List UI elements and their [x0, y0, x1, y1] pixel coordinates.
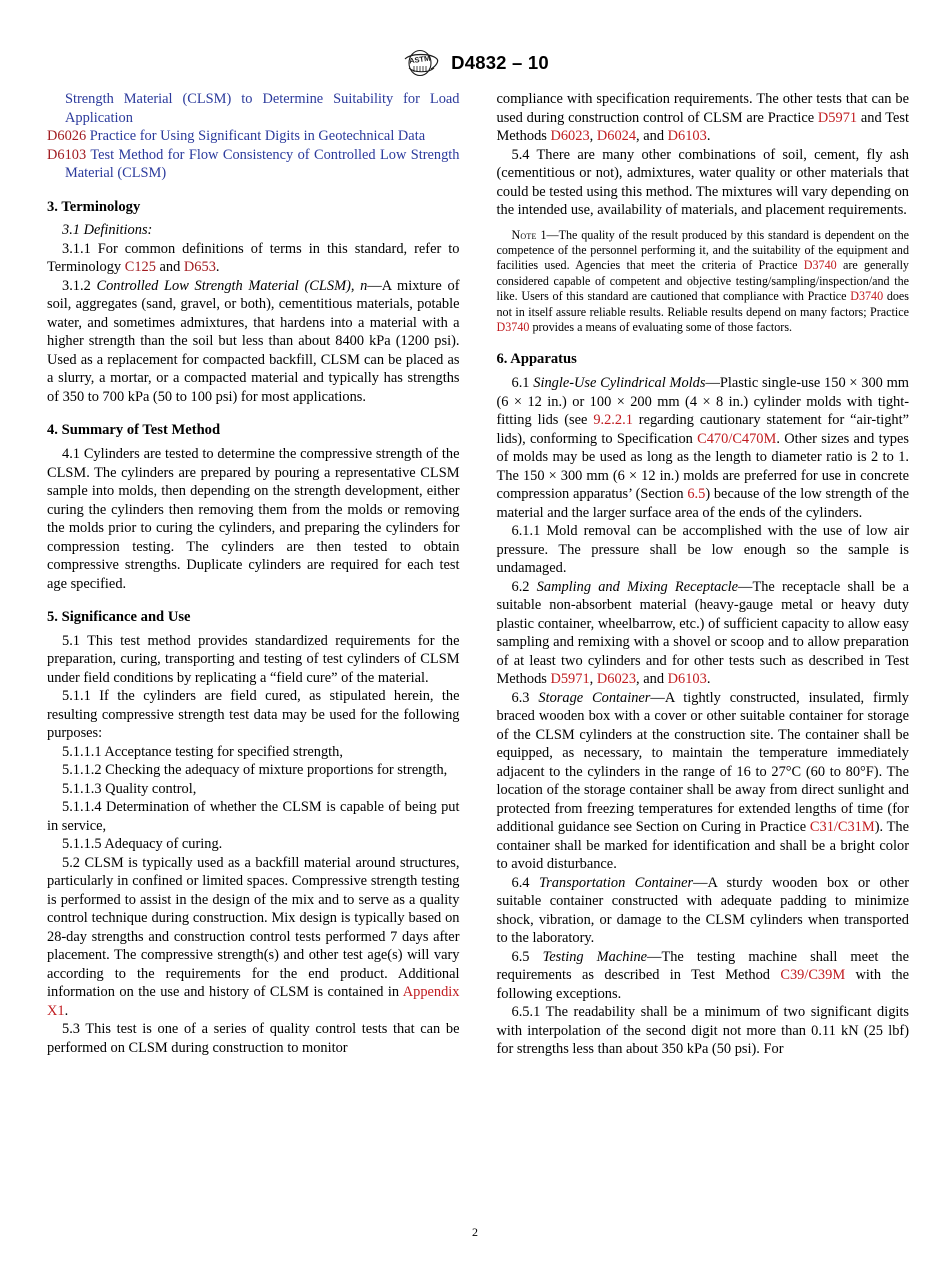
paragraph-text: , [589, 671, 597, 688]
paragraph-text: —The receptacle shall be a suitable non-absorbent material (heavy-gauge metal or heavy duty plastic container, wheelbarrow, etc.) of sufficient capacity to allow easy sampling and remixing with a shovel or scoop and to allow preparation of at least two cylinders and for other tests such as described in Test Methods [496, 578, 909, 688]
reference-link-c125[interactable]: C125 [124, 259, 156, 276]
paragraph-6-1 [497, 374, 910, 522]
paragraph-number: 6.4 [511, 874, 539, 891]
page-header [0, 48, 950, 78]
two-column-body [47, 90, 909, 1059]
astm-logo-icon [401, 48, 441, 78]
paragraph-text: —A tightly constructed, insulated, firmly braced wooden box with a cover or other suitable container for storage of the CLSM cylinders at the construction site. The container shall be equipped, as necessary, to maintain the temperature immediately adjacent to the cylinders in the range of 16 to 27°C (60 to 80°F). The location of the storage container shall be away from direct sunlight and protected from freezing temperatures for extended lengths of time (for additional guidance see Section on Curing in Practice [496, 689, 909, 836]
paragraph-text: . [706, 671, 711, 688]
paragraph-3-1-1 [47, 240, 460, 277]
reference-link-d6023[interactable]: D6023 [596, 671, 637, 688]
paragraph-text: and [155, 259, 184, 276]
paragraph-6-4 [497, 874, 910, 948]
reference-link-d6023[interactable]: D6023 [550, 128, 590, 144]
paragraph-3-1-2 [47, 277, 460, 407]
reference-link-c39[interactable]: C39/C39M [780, 967, 846, 984]
term-name: Sampling and Mixing Receptacle [536, 578, 739, 595]
cross-reference-link-9-2-2-1[interactable]: 9.2.2.1 [593, 412, 633, 429]
paragraph-text: —Plastic single-use 150 × 300 mm (6 × 12 in.) or 100 × 200 mm (4 × 8 in.) cylinder molds with tight-fitting lids (see [496, 375, 909, 429]
reference-link-d6024[interactable]: D6024 [596, 128, 637, 144]
reference-link-appendix-x1[interactable]: Appendix X1 [47, 984, 460, 1019]
reference-link-d5971[interactable]: D5971 [550, 671, 590, 688]
note-text: does not in itself assure reliable results. Reliable results depend on many factors; Practice [496, 289, 909, 319]
paragraph-5-1-1-4: 5.1.1.4 Determination of whether the CLSM is capable of being put in service, [47, 799, 460, 834]
term-name: Single-Use Cylindrical Molds [533, 375, 706, 392]
heading-summary-of-test-method: 4. Summary of Test Method [47, 422, 221, 439]
paragraph-number: 3.1.2 [62, 277, 97, 294]
reference-link-d3740[interactable]: D3740 [850, 289, 884, 304]
paragraph-text: and Test Methods [496, 109, 909, 144]
paragraph-text: —A mixture of soil, aggregates (sand, gravel, or both), cementitious materials, potable water, and sometimes admixtures, that hardens into a material with a higher strength than the soil but less than about 8400 kPa (1200 psi). Used as a replacement for compacted backfill, CLSM can be placed as a slurry, a mortar, or a compacted material and typically has strengths of 350 to 700 kPa (50 to 100 psi) for most applications. [47, 277, 460, 405]
reference-link-d3740[interactable]: D3740 [803, 258, 837, 273]
reference-item[interactable] [47, 127, 460, 146]
paragraph-text: . [706, 128, 711, 144]
paragraph-6-1-1: 6.1.1 Mold removal can be accomplished with the use of low air pressure. The pressure shall be low enough so the sample is undamaged. [496, 523, 909, 577]
heading-apparatus: 6. Apparatus [496, 351, 577, 368]
paragraph-5-3-continuation [497, 90, 910, 146]
reference-link-d653[interactable]: D653 [183, 259, 216, 276]
reference-item[interactable] [47, 90, 460, 127]
paragraph-text: , and [636, 128, 668, 144]
paragraph-6-2 [497, 578, 910, 689]
paragraph-text: 5.2 CLSM is typically used as a backfill material around structures, particularly in confined or limited spaces. Compressive strength testing is performed to assist in the design of the mix and to serve as a quality control technique during construction. Mix design is typically based on 28-day strengths and construction control tests performed 7 days after placement. The compressive strength(s) and other test age(s) will vary according to the requirements for the end product. Additional information on the use and history of CLSM is contained in [47, 854, 460, 1001]
reference-item[interactable] [47, 146, 460, 183]
paragraph-number: 6.3 [511, 689, 539, 706]
paragraph-text: with the following exceptions. [496, 967, 909, 1002]
term-name: Storage Container [538, 689, 651, 706]
term-name: Testing Machine [542, 948, 648, 965]
paragraph-6-5-1: 6.5.1 The readability shall be a minimum of two significant digits with interpolation of the second digit not more than 0.11 kN (25 lbf) for strengths less than about 350 kPa (50 psi). For [496, 1004, 909, 1058]
paragraph-text: ). The container shall be marked for identification and shall be a bright color to avoid disturbance. [496, 819, 909, 873]
paragraph-5-4: 5.4 There are many other combinations of soil, cement, fly ash (cementitious or not), admixtures, water quality or other materials that could be tested using this method. The mixtures will vary depending on the intended use, availability of materials, and placement requirements. [496, 146, 909, 218]
note-text: provides a means of evaluating some of those factors. [529, 319, 793, 334]
note-label: Note [511, 227, 537, 242]
paragraph-4-1: 4.1 Cylinders are tested to determine the compressive strength of the CLSM. The cylinders are prepared by pouring a representative CLSM sample into molds, then depending on the strength development, either curing the cylinders then removing them from the molds or removing the molds prior to curing the cylinders, and preparing the cylinders for compression testing. The cylinders are then tested to obtain compressive strengths. Duplicate cylinders are required for each test age specified. [47, 446, 460, 592]
note-text: are generally considered capable of competent and objective testing/sampling/inspection/and the like. Users of this standard are cautioned that compliance with Practice [496, 258, 909, 304]
paragraph-5-1-1-5: 5.1.1.5 Adequacy of curing. [62, 836, 223, 853]
paragraph-5-1-1-1: 5.1.1.1 Acceptance testing for specified strength, [62, 743, 343, 760]
paragraph-number: 6.1 [511, 375, 534, 392]
paragraph-text: 3.1.1 For common definitions of terms in this standard, refer to Terminology [47, 240, 460, 276]
term-name: Transportation Container [538, 874, 694, 891]
left-column [47, 90, 460, 1059]
paragraph-text: 3.1 Definitions: [62, 222, 153, 239]
paragraph-text: . [64, 1002, 69, 1019]
paragraph-3-1 [47, 221, 460, 240]
paragraph-6-3 [497, 689, 910, 874]
page-number: 2 [472, 1225, 478, 1239]
paragraph-number: 6.5 [511, 948, 543, 965]
paragraph-text: , and [636, 671, 668, 688]
standard-designation: D4832 – 10 [451, 52, 549, 73]
paragraph-number: 6.2 [511, 578, 537, 595]
reference-link-d3740[interactable]: D3740 [496, 319, 530, 334]
paragraph-text: —The testing machine shall meet the requirements as described in Test Method [496, 948, 909, 984]
reference-link-d5971[interactable]: D5971 [817, 109, 858, 126]
term-name: Controlled Low Strength Material (CLSM), n [96, 277, 368, 294]
note-number: 1 [536, 227, 547, 242]
reference-title: Practice for Using Significant Digits in Geotechnical Data [89, 128, 426, 144]
paragraph-5-3: 5.3 This test is one of a series of quality control tests that can be performed on CLSM during construction to monitor [47, 1021, 460, 1056]
paragraph-text: . Other sizes and types of molds may be used as long as the length to diameter ratio is 2 to 1. The 150 × 300 mm (6 × 12 in.) molds are preferred for use in concrete compression apparatus’ (Section [496, 430, 909, 503]
note-text: —The quality of the result produced by this standard is dependent on the competence of the personnel performing it, and the suitability of the equipment and facilities used. Agencies that meet the criteria of Practice [496, 227, 910, 273]
svg-text:ASTM: ASTM [408, 53, 431, 66]
page-footer [0, 1225, 950, 1240]
paragraph-text: . [215, 259, 220, 276]
paragraph-5-1-1-2: 5.1.1.2 Checking the adequacy of mixture proportions for strength, [62, 762, 448, 779]
paragraph-text: compliance with specification requirements. The other tests that can be used during construction control of CLSM are Practice [496, 91, 909, 126]
paragraph-text: —A sturdy wooden box or other suitable container constructed with adequate padding to minimize shock, vibration, or damage to the CLSM cylinders when transported to the laboratory. [496, 874, 909, 947]
reference-link-d6103[interactable]: D6103 [667, 128, 707, 144]
right-column [497, 90, 910, 1059]
referenced-documents-list [47, 90, 460, 183]
heading-terminology: 3. Terminology [47, 198, 141, 215]
note-1 [497, 228, 910, 336]
paragraph-text: regarding cautionary statement for “air-tight” lids), conforming to Specification [496, 412, 909, 447]
paragraph-5-2 [47, 854, 460, 1021]
heading-significance-and-use: 5. Significance and Use [47, 609, 191, 625]
reference-link-c470[interactable]: C470/C470M [697, 430, 777, 447]
reference-designation[interactable]: D6103 [47, 146, 87, 163]
reference-title: Test Method for Flow Consistency of Controlled Low Strength Material (CLSM) [65, 146, 460, 181]
cross-reference-link-6-5[interactable]: 6.5 [687, 486, 706, 503]
paragraph-text: ) because of the low strength of the material and the larger surface area of the ends of the cylinders. [496, 486, 909, 521]
paragraph-6-5 [497, 948, 910, 1004]
paragraph-text: , [589, 128, 597, 144]
paragraph-5-1-1-3: 5.1.1.3 Quality control, [62, 780, 197, 797]
reference-link-c31[interactable]: C31/C31M [809, 819, 875, 836]
reference-link-d6103[interactable]: D6103 [667, 671, 707, 688]
paragraph-5-1: 5.1 This test method provides standardized requirements for the preparation, curing, transporting and testing of test cylinders of CLSM under field conditions by replicating a “field cure” of the material. [47, 632, 460, 686]
paragraph-5-1-1: 5.1.1 If the cylinders are field cured, as stipulated herein, the resulting compressive strength test data may be used for the following purposes: [47, 688, 460, 742]
reference-title: Strength Material (CLSM) to Determine Suitability for Load Application [65, 91, 460, 126]
reference-designation[interactable]: D6026 [47, 128, 87, 144]
